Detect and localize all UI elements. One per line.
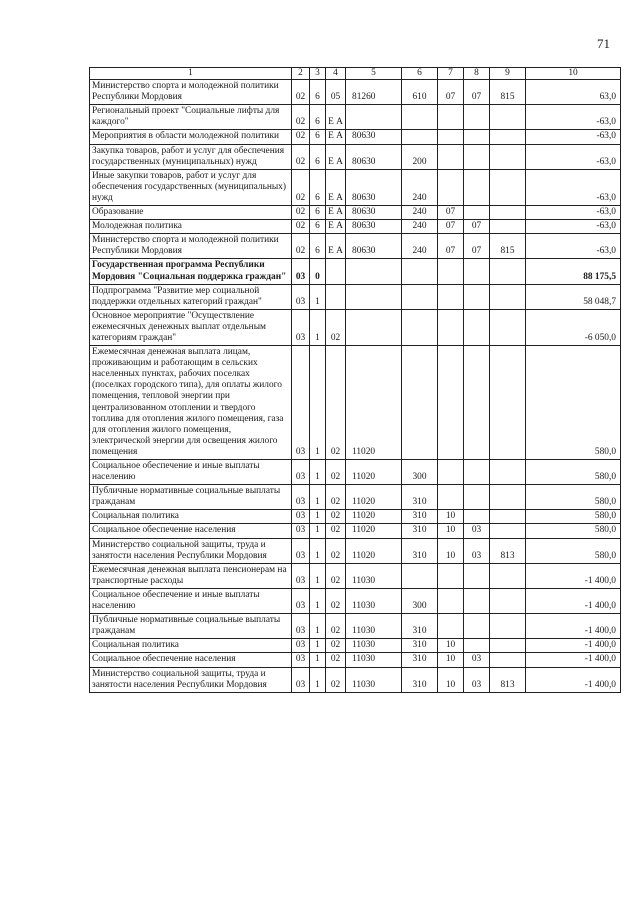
code-cell-3: 6	[310, 169, 326, 205]
code-cell-7	[438, 309, 464, 345]
code-cell-8: 07	[464, 80, 490, 105]
code-cell-6	[402, 259, 438, 284]
code-cell-4: 02	[326, 653, 346, 667]
code-cell-5: 11020	[346, 524, 402, 538]
code-cell-9	[490, 259, 526, 284]
code-cell-6: 310	[402, 524, 438, 538]
code-cell-2: 03	[292, 309, 310, 345]
code-cell-7	[438, 130, 464, 144]
page-number: 71	[597, 36, 610, 51]
code-cell-6	[402, 284, 438, 309]
code-cell-8	[464, 485, 490, 510]
code-cell-3: 0	[310, 259, 326, 284]
code-cell-8: 07	[464, 234, 490, 259]
amount-cell: 580,0	[526, 538, 621, 563]
code-cell-2: 03	[292, 485, 310, 510]
code-cell-7: 10	[438, 667, 464, 692]
amount-cell: -1 400,0	[526, 614, 621, 639]
code-cell-3: 1	[310, 346, 326, 460]
column-header: 10	[526, 68, 621, 80]
code-cell-6: 200	[402, 144, 438, 169]
code-cell-4: Е А	[326, 206, 346, 220]
code-cell-3: 1	[310, 653, 326, 667]
table-row	[90, 130, 621, 144]
code-cell-4	[326, 284, 346, 309]
code-cell-2: 02	[292, 130, 310, 144]
code-cell-3: 1	[310, 460, 326, 485]
row-name-cell: Публичные нормативные социальные выплаты гражданам	[90, 614, 292, 639]
row-name-cell: Мероприятия в области молодежной политики	[90, 130, 292, 144]
code-cell-7	[438, 346, 464, 460]
row-name-cell: Закупка товаров, работ и услуг для обеспечения государственных (муниципальных) нужд	[90, 144, 292, 169]
code-cell-5	[346, 105, 402, 130]
column-header: 7	[438, 68, 464, 80]
code-cell-7: 10	[438, 538, 464, 563]
code-cell-8	[464, 105, 490, 130]
code-cell-6: 240	[402, 206, 438, 220]
amount-cell: 580,0	[526, 524, 621, 538]
code-cell-4: Е А	[326, 234, 346, 259]
code-cell-3: 6	[310, 130, 326, 144]
code-cell-9: 813	[490, 667, 526, 692]
amount-cell: -63,0	[526, 169, 621, 205]
column-header: 1	[90, 68, 292, 80]
code-cell-8	[464, 460, 490, 485]
row-name-cell: Министерство спорта и молодежной политики Республики Мордовия	[90, 80, 292, 105]
code-cell-5: 11020	[346, 510, 402, 524]
code-cell-5: 80630	[346, 234, 402, 259]
code-cell-4: 02	[326, 309, 346, 345]
code-cell-2: 03	[292, 588, 310, 613]
code-cell-6: 240	[402, 169, 438, 205]
code-cell-3: 1	[310, 485, 326, 510]
code-cell-8	[464, 144, 490, 169]
code-cell-9	[490, 130, 526, 144]
amount-cell: 58 048,7	[526, 284, 621, 309]
code-cell-5: 11030	[346, 639, 402, 653]
code-cell-5: 11030	[346, 588, 402, 613]
budget-table	[89, 67, 621, 693]
code-cell-6	[402, 563, 438, 588]
amount-cell: -1 400,0	[526, 588, 621, 613]
code-cell-2: 03	[292, 460, 310, 485]
code-cell-2: 03	[292, 284, 310, 309]
table-body	[90, 68, 621, 693]
code-cell-3: 6	[310, 234, 326, 259]
code-cell-6: 240	[402, 234, 438, 259]
code-cell-3: 1	[310, 667, 326, 692]
code-cell-9	[490, 639, 526, 653]
code-cell-3: 1	[310, 284, 326, 309]
amount-cell: -63,0	[526, 206, 621, 220]
amount-cell: -1 400,0	[526, 563, 621, 588]
code-cell-8	[464, 563, 490, 588]
table-row	[90, 510, 621, 524]
amount-cell: -1 400,0	[526, 653, 621, 667]
code-cell-3: 6	[310, 80, 326, 105]
code-cell-3: 1	[310, 614, 326, 639]
code-cell-5	[346, 259, 402, 284]
code-cell-3: 6	[310, 220, 326, 234]
row-name-cell: Ежемесячная денежная выплата лицам, проживающим и работающим в сельских населенных пунктах, рабочих поселках (поселках городского типа), для оплаты жилого помещения, тепловой энергии при централизованном отоплении и твердого топлива для отопления жилого помещения, газа для отопления жилого помещения, электрической энергии для освещения жилого помещения	[90, 346, 292, 460]
code-cell-8: 07	[464, 220, 490, 234]
code-cell-3: 1	[310, 309, 326, 345]
table-row	[90, 309, 621, 345]
code-cell-9: 813	[490, 538, 526, 563]
code-cell-3: 1	[310, 510, 326, 524]
code-cell-3: 1	[310, 588, 326, 613]
code-cell-6: 310	[402, 538, 438, 563]
code-cell-7	[438, 144, 464, 169]
code-cell-3: 1	[310, 639, 326, 653]
row-name-cell: Министерство социальной защиты, труда и занятости населения Республики Мордовия	[90, 538, 292, 563]
row-name-cell: Государственная программа Республики Мордовия "Социальная поддержка граждан"	[90, 259, 292, 284]
amount-cell: -63,0	[526, 105, 621, 130]
code-cell-2: 03	[292, 653, 310, 667]
code-cell-2: 02	[292, 169, 310, 205]
code-cell-6: 310	[402, 639, 438, 653]
code-cell-8	[464, 639, 490, 653]
code-cell-4: 02	[326, 538, 346, 563]
column-header: 4	[326, 68, 346, 80]
code-cell-3: 1	[310, 524, 326, 538]
amount-cell: -6 050,0	[526, 309, 621, 345]
code-cell-6: 310	[402, 653, 438, 667]
row-name-cell: Публичные нормативные социальные выплаты гражданам	[90, 485, 292, 510]
row-name-cell: Подпрограмма "Развитие мер социальной поддержки отдельных категорий граждан"	[90, 284, 292, 309]
table-row	[90, 667, 621, 692]
code-cell-4: 02	[326, 460, 346, 485]
code-cell-9	[490, 206, 526, 220]
code-cell-5: 80630	[346, 220, 402, 234]
code-cell-2: 03	[292, 510, 310, 524]
code-cell-7: 07	[438, 220, 464, 234]
code-cell-4: 02	[326, 639, 346, 653]
code-cell-6: 240	[402, 220, 438, 234]
code-cell-7: 07	[438, 234, 464, 259]
code-cell-8	[464, 169, 490, 205]
code-cell-5: 80630	[346, 144, 402, 169]
table-row	[90, 588, 621, 613]
code-cell-7	[438, 485, 464, 510]
code-cell-2: 03	[292, 259, 310, 284]
code-cell-5: 11020	[346, 485, 402, 510]
column-header: 9	[490, 68, 526, 80]
code-cell-6	[402, 309, 438, 345]
table-row	[90, 485, 621, 510]
code-cell-8	[464, 614, 490, 639]
code-cell-6: 300	[402, 460, 438, 485]
code-cell-7	[438, 588, 464, 613]
column-header: 5	[346, 68, 402, 80]
code-cell-2: 02	[292, 206, 310, 220]
code-cell-9	[490, 346, 526, 460]
code-cell-8	[464, 284, 490, 309]
code-cell-5: 11020	[346, 538, 402, 563]
code-cell-8: 03	[464, 538, 490, 563]
code-cell-2: 03	[292, 346, 310, 460]
table-row	[90, 206, 621, 220]
code-cell-4: 05	[326, 80, 346, 105]
table-row	[90, 80, 621, 105]
table-row	[90, 284, 621, 309]
code-cell-5: 11020	[346, 460, 402, 485]
table-header-row	[90, 68, 621, 80]
code-cell-9	[490, 169, 526, 205]
code-cell-4: 02	[326, 485, 346, 510]
code-cell-2: 03	[292, 538, 310, 563]
row-name-cell: Министерство спорта и молодежной политики Республики Мордовия	[90, 234, 292, 259]
amount-cell: 580,0	[526, 346, 621, 460]
code-cell-7	[438, 563, 464, 588]
code-cell-8	[464, 259, 490, 284]
code-cell-9	[490, 653, 526, 667]
table-row	[90, 563, 621, 588]
table-row	[90, 614, 621, 639]
code-cell-6: 300	[402, 588, 438, 613]
amount-cell: 88 175,5	[526, 259, 621, 284]
column-header: 3	[310, 68, 326, 80]
code-cell-6: 310	[402, 485, 438, 510]
table-row	[90, 259, 621, 284]
table-row	[90, 105, 621, 130]
code-cell-2: 02	[292, 105, 310, 130]
code-cell-2: 02	[292, 144, 310, 169]
row-name-cell: Иные закупки товаров, работ и услуг для обеспечения государственных (муниципальных) нужд	[90, 169, 292, 205]
code-cell-8	[464, 130, 490, 144]
amount-cell: 580,0	[526, 460, 621, 485]
table-row	[90, 460, 621, 485]
code-cell-9	[490, 588, 526, 613]
amount-cell: 580,0	[526, 485, 621, 510]
row-name-cell: Социальное обеспечение и иные выплаты населению	[90, 588, 292, 613]
table-row	[90, 524, 621, 538]
code-cell-4: Е А	[326, 130, 346, 144]
code-cell-9	[490, 309, 526, 345]
row-name-cell: Социальное обеспечение населения	[90, 524, 292, 538]
code-cell-4: 02	[326, 346, 346, 460]
code-cell-9	[490, 563, 526, 588]
code-cell-9	[490, 510, 526, 524]
row-name-cell: Образование	[90, 206, 292, 220]
code-cell-8	[464, 309, 490, 345]
code-cell-5	[346, 284, 402, 309]
code-cell-2: 02	[292, 234, 310, 259]
code-cell-9	[490, 524, 526, 538]
code-cell-5: 80630	[346, 130, 402, 144]
code-cell-9	[490, 614, 526, 639]
code-cell-6	[402, 346, 438, 460]
code-cell-2: 03	[292, 563, 310, 588]
code-cell-7: 07	[438, 80, 464, 105]
amount-cell: 63,0	[526, 80, 621, 105]
code-cell-3: 1	[310, 563, 326, 588]
column-header: 6	[402, 68, 438, 80]
column-header: 8	[464, 68, 490, 80]
code-cell-4: 02	[326, 667, 346, 692]
amount-cell: 580,0	[526, 510, 621, 524]
code-cell-8: 03	[464, 653, 490, 667]
table-row	[90, 538, 621, 563]
code-cell-6: 310	[402, 510, 438, 524]
code-cell-4: Е А	[326, 105, 346, 130]
code-cell-6	[402, 130, 438, 144]
code-cell-5: 11030	[346, 563, 402, 588]
code-cell-9	[490, 485, 526, 510]
table-row	[90, 653, 621, 667]
amount-cell: -63,0	[526, 220, 621, 234]
code-cell-9	[490, 105, 526, 130]
code-cell-4: 02	[326, 588, 346, 613]
code-cell-5: 11030	[346, 667, 402, 692]
code-cell-9	[490, 460, 526, 485]
code-cell-7	[438, 105, 464, 130]
row-name-cell: Министерство социальной защиты, труда и занятости населения Республики Мордовия	[90, 667, 292, 692]
code-cell-9	[490, 144, 526, 169]
code-cell-4: Е А	[326, 144, 346, 169]
amount-cell: -63,0	[526, 130, 621, 144]
code-cell-5: 80630	[346, 169, 402, 205]
code-cell-2: 03	[292, 524, 310, 538]
row-name-cell: Ежемесячная денежная выплата пенсионерам на транспортные расходы	[90, 563, 292, 588]
table-row	[90, 639, 621, 653]
code-cell-5: 81260	[346, 80, 402, 105]
code-cell-6	[402, 105, 438, 130]
code-cell-7	[438, 259, 464, 284]
code-cell-3: 6	[310, 105, 326, 130]
code-cell-3: 6	[310, 206, 326, 220]
amount-cell: -1 400,0	[526, 639, 621, 653]
code-cell-9: 815	[490, 234, 526, 259]
code-cell-5: 11020	[346, 346, 402, 460]
code-cell-9: 815	[490, 80, 526, 105]
code-cell-4: 02	[326, 614, 346, 639]
code-cell-7: 10	[438, 510, 464, 524]
code-cell-8	[464, 588, 490, 613]
code-cell-8	[464, 346, 490, 460]
code-cell-5: 80630	[346, 206, 402, 220]
code-cell-7: 10	[438, 653, 464, 667]
code-cell-3: 6	[310, 144, 326, 169]
table-row	[90, 234, 621, 259]
code-cell-4: 02	[326, 563, 346, 588]
amount-cell: -63,0	[526, 234, 621, 259]
amount-cell: -1 400,0	[526, 667, 621, 692]
row-name-cell: Социальная политика	[90, 510, 292, 524]
code-cell-4: 02	[326, 510, 346, 524]
code-cell-8: 03	[464, 667, 490, 692]
row-name-cell: Молодежная политика	[90, 220, 292, 234]
code-cell-5	[346, 309, 402, 345]
column-header: 2	[292, 68, 310, 80]
code-cell-7	[438, 614, 464, 639]
code-cell-5: 11030	[346, 614, 402, 639]
code-cell-6: 310	[402, 614, 438, 639]
code-cell-7	[438, 460, 464, 485]
code-cell-7: 10	[438, 524, 464, 538]
code-cell-4: Е А	[326, 169, 346, 205]
code-cell-8: 03	[464, 524, 490, 538]
code-cell-9	[490, 220, 526, 234]
table-row	[90, 144, 621, 169]
table-row	[90, 169, 621, 205]
code-cell-9	[490, 284, 526, 309]
code-cell-2: 03	[292, 667, 310, 692]
amount-cell: -63,0	[526, 144, 621, 169]
table-row	[90, 346, 621, 460]
code-cell-7	[438, 284, 464, 309]
table-row	[90, 220, 621, 234]
code-cell-5: 11030	[346, 653, 402, 667]
code-cell-2: 02	[292, 220, 310, 234]
code-cell-8	[464, 510, 490, 524]
code-cell-4	[326, 259, 346, 284]
code-cell-2: 03	[292, 614, 310, 639]
code-cell-2: 02	[292, 80, 310, 105]
row-name-cell: Основное мероприятие "Осуществление ежемесячных денежных выплат отдельным категориям граждан"	[90, 309, 292, 345]
code-cell-6: 610	[402, 80, 438, 105]
code-cell-6: 310	[402, 667, 438, 692]
code-cell-8	[464, 206, 490, 220]
code-cell-7: 07	[438, 206, 464, 220]
code-cell-4: 02	[326, 524, 346, 538]
code-cell-2: 03	[292, 639, 310, 653]
row-name-cell: Социальное обеспечение населения	[90, 653, 292, 667]
row-name-cell: Социальное обеспечение и иные выплаты населению	[90, 460, 292, 485]
code-cell-4: Е А	[326, 220, 346, 234]
code-cell-7: 10	[438, 639, 464, 653]
code-cell-7	[438, 169, 464, 205]
code-cell-3: 1	[310, 538, 326, 563]
row-name-cell: Социальная политика	[90, 639, 292, 653]
row-name-cell: Региональный проект "Социальные лифты для каждого"	[90, 105, 292, 130]
